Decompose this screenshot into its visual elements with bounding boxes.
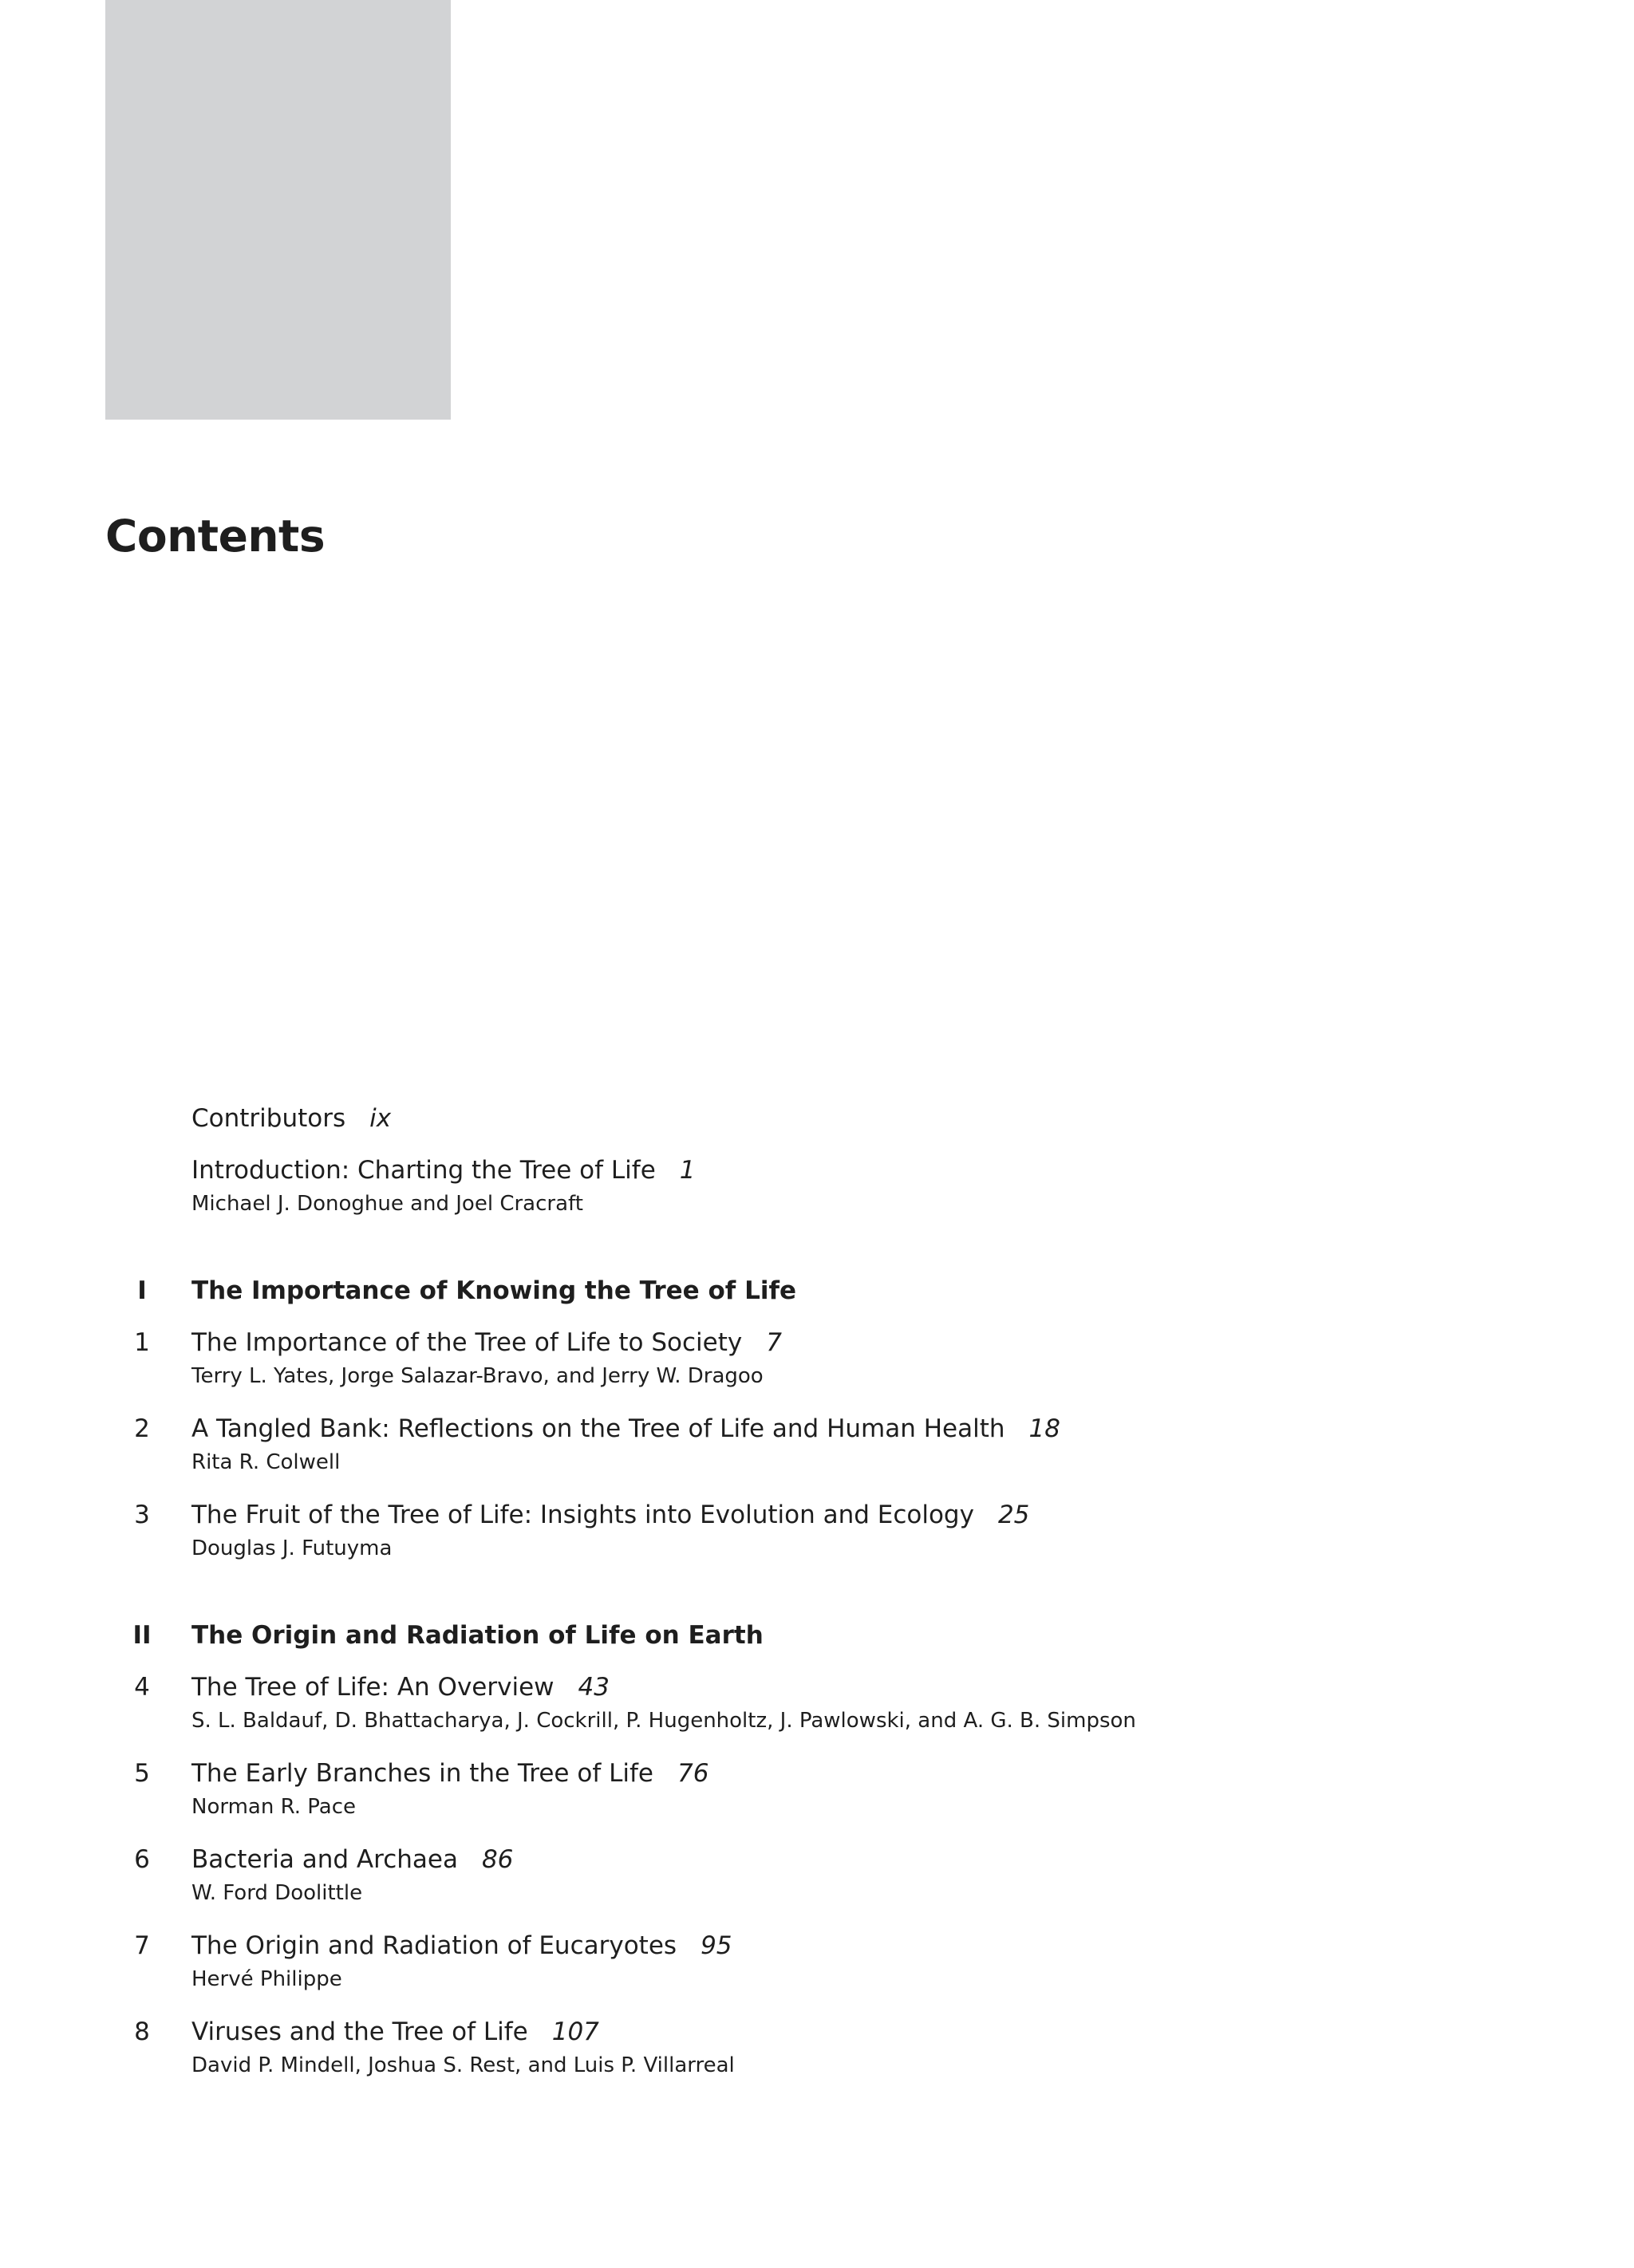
toc-entry-page: 7 (766, 1328, 782, 1357)
toc-entry-page: 18 (1028, 1414, 1060, 1443)
toc-entry-page: 107 (551, 2018, 599, 2046)
toc-entry-authors: David P. Mindell, Joshua S. Rest, and Luis P. Villarreal (191, 2053, 735, 2077)
part-number: II (132, 1621, 152, 1650)
toc-entry-page: 95 (701, 1931, 732, 1960)
toc-entry-authors: Rita R. Colwell (191, 1450, 341, 1474)
toc-entry-authors: Hervé Philippe (191, 1967, 342, 1991)
toc-entry-authors: Terry L. Yates, Jorge Salazar-Bravo, and Jerry W. Dragoo (191, 1364, 764, 1388)
toc-entry-page: ix (369, 1104, 392, 1133)
toc-entry-page: 86 (481, 1845, 514, 1874)
toc-entry-authors: W. Ford Doolittle (191, 1881, 363, 1905)
chapter-number: 8 (134, 2018, 150, 2046)
chapter-number: 1 (134, 1328, 150, 1357)
toc-entry-title: Contributors ix (191, 1104, 392, 1133)
toc-entry-authors: Michael J. Donoghue and Joel Cracraft (191, 1192, 583, 1216)
toc-entry-title: The Importance of the Tree of Life to Society 7 (191, 1328, 782, 1357)
chapter-number: 6 (134, 1845, 150, 1874)
toc-entry-authors: Norman R. Pace (191, 1795, 356, 1819)
page-title: Contents (105, 511, 326, 562)
toc-entry-title: A Tangled Bank: Reflections on the Tree of Life and Human Health 18 (191, 1414, 1060, 1443)
toc-entry-authors: S. L. Baldauf, D. Bhattacharya, J. Cockrill, P. Hugenholtz, J. Pawlowski, and A. G. B. Simpson (191, 1709, 1136, 1733)
toc-entry-title: Viruses and the Tree of Life 107 (191, 2018, 599, 2046)
chapter-number: 7 (134, 1931, 150, 1960)
part-title: The Origin and Radiation of Life on Earth (191, 1621, 764, 1650)
part-number: I (137, 1276, 147, 1305)
chapter-number: 2 (134, 1414, 150, 1443)
toc-entry-title: Introduction: Charting the Tree of Life 1 (191, 1156, 696, 1185)
toc-entry-title: The Fruit of the Tree of Life: Insights into Evolution and Ecology 25 (191, 1501, 1030, 1529)
toc-entry-page: 76 (677, 1759, 709, 1788)
chapter-number: 3 (134, 1501, 150, 1529)
toc-entry-title: Bacteria and Archaea 86 (191, 1845, 514, 1874)
part-title: The Importance of Knowing the Tree of Life (191, 1276, 796, 1305)
toc-entry-authors: Douglas J. Futuyma (191, 1536, 393, 1560)
toc-entry-page: 43 (578, 1673, 610, 1702)
chapter-number: 4 (134, 1673, 150, 1702)
toc-entry-title: The Tree of Life: An Overview 43 (191, 1673, 610, 1702)
chapter-number: 5 (134, 1759, 150, 1788)
toc-entry-page: 25 (997, 1501, 1030, 1529)
toc-entry-page: 1 (679, 1156, 696, 1185)
toc-entry-title: The Early Branches in the Tree of Life 76 (191, 1759, 709, 1788)
toc-entry-title: The Origin and Radiation of Eucaryotes 95 (191, 1931, 732, 1960)
